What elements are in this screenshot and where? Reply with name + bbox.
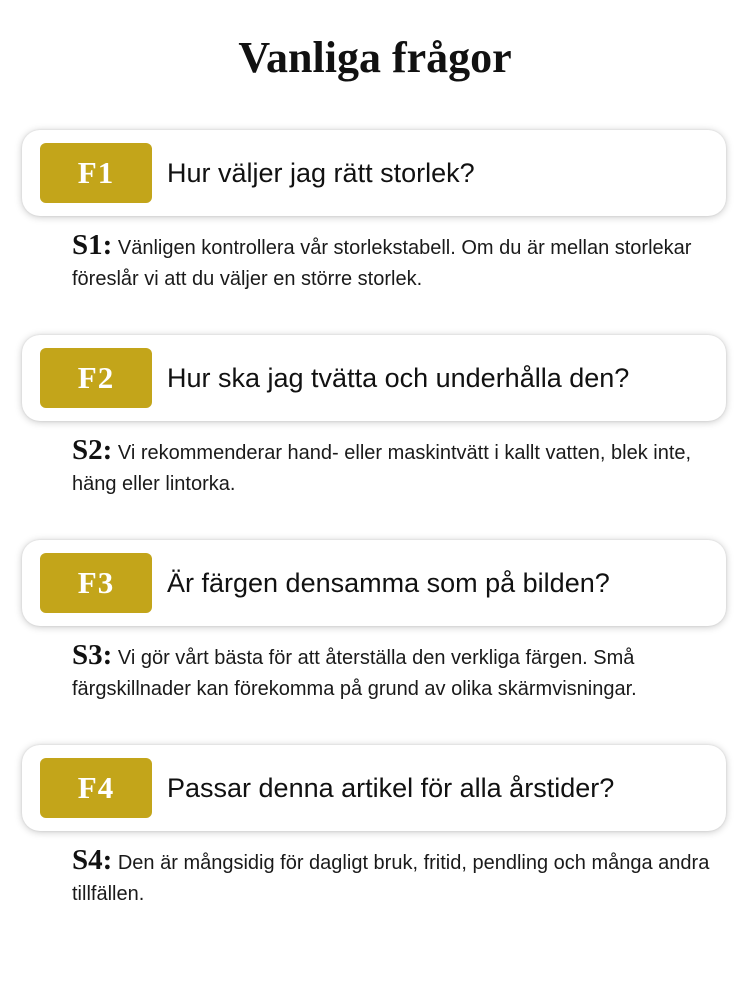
question-badge: F1 (40, 143, 152, 203)
answer-text: Den är mångsidig för dagligt bruk, fritid, pendling och många andra tillfällen. (72, 852, 710, 905)
answer-text: Vi rekommenderar hand- eller maskintvätt i kallt vatten, blek inte, häng eller lintorka. (72, 442, 692, 495)
question-card[interactable] (22, 745, 726, 831)
answer-label: S1: (72, 229, 113, 261)
question-card[interactable] (22, 130, 726, 216)
question-badge: F4 (40, 758, 152, 818)
question-text: Är färgen densamma som på bilden? (167, 568, 610, 598)
page-title: Vanliga frågor (238, 33, 512, 82)
question-text: Hur väljer jag rätt storlek? (167, 158, 475, 188)
answer-block (72, 435, 732, 500)
answer-block (72, 230, 732, 295)
question-text: Hur ska jag tvätta och underhålla den? (167, 363, 630, 393)
answer-text: Vänligen kontrollera vår storlekstabell. Om du är mellan storlekar föreslår vi att du väljer en större storlek. (72, 237, 692, 290)
question-card[interactable] (22, 540, 726, 626)
question-text: Passar denna artikel för alla årstider? (167, 773, 615, 803)
answer-label: S4: (72, 844, 113, 876)
question-badge: F3 (40, 553, 152, 613)
answer-block (72, 845, 732, 910)
answer-label: S2: (72, 434, 113, 466)
question-card[interactable] (22, 335, 726, 421)
answer-block (72, 640, 732, 705)
answer-text: Vi gör vårt bästa för att återställa den verkliga färgen. Små färgskillnader kan förekomma på grund av olika skärmvisningar. (72, 647, 637, 700)
question-badge: F2 (40, 348, 152, 408)
answer-label: S3: (72, 639, 113, 671)
